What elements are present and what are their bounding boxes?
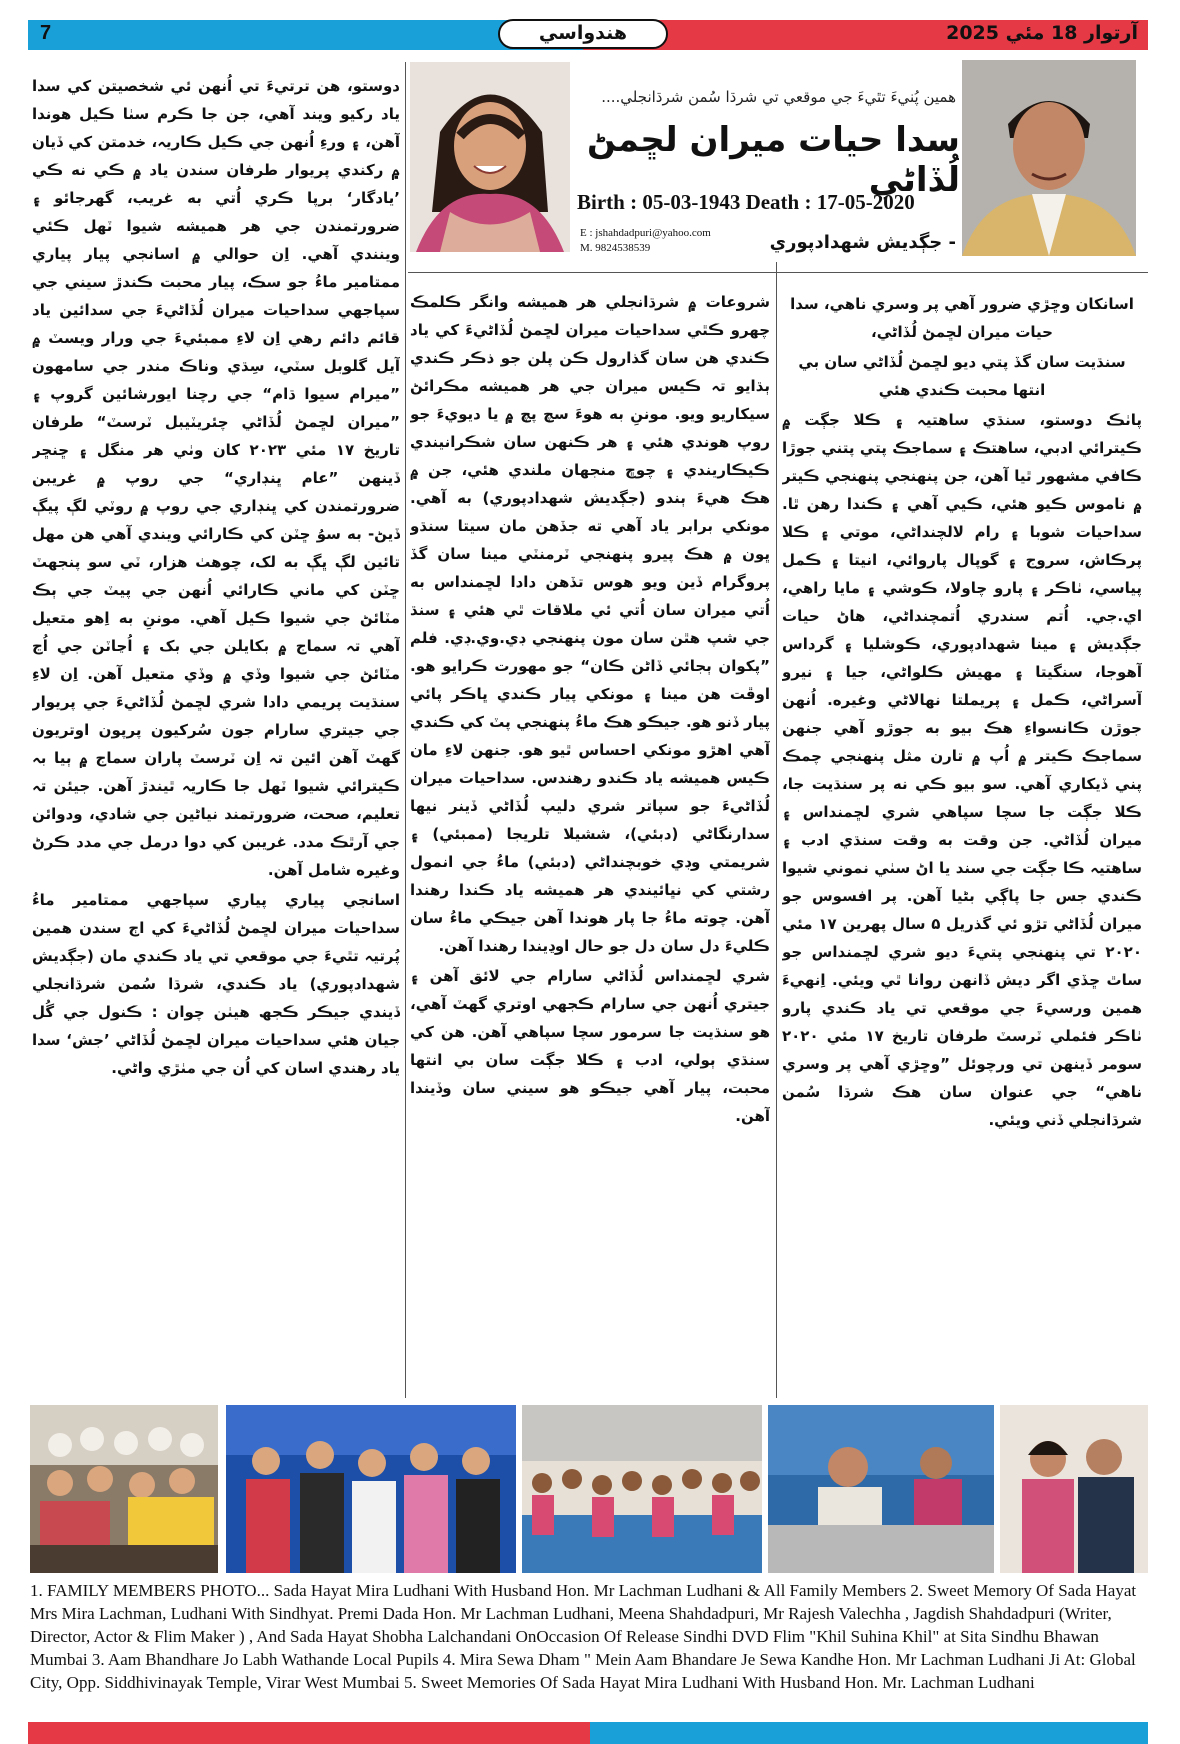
photo-mira-sewa-dham bbox=[768, 1405, 994, 1573]
tagline: ھمين پُنيءَ تٿيءَ جي موقعي تي شرڌا سُمن شرڌانجلي.... bbox=[601, 88, 956, 106]
article-column-left bbox=[32, 72, 400, 1398]
article-column-right bbox=[782, 290, 1142, 1382]
title-rule bbox=[408, 272, 1148, 273]
article-column-middle bbox=[410, 288, 770, 1396]
column-paragraph: دوستو، ھن ترتيءَ تي اُنھن ئي شخصيتن کي سدا ياد رکيو ويند آھي، جن جا ڪرم سٺا ڪيل ھوندا آھن، ۽ ورءِ اُنھن جي ڪيل ڪاريہ، خدمتن کي ڏيان ۾ رکندي پريوار طرفان سندن ياد ۾ ڪي نه ڪي ’يادگار‘ برپا ڪري اُتي به غريب، گھرجائو ۽ ضرورتمندن جي ھر ھميشه شيوا ٽھل ڪئي وينندي آھي. اِن حوالي ۾ اسانجي پيار پياري ممتامير ماءُ جو سڪ، پيار محبت ڪندڙ سيني جي سپاجھي سداحيات ميران لُڏاڻيءَ جي سدائين ياد قائم دائم رھي اِن لاءِ ممبئيءَ جي ورار ويسٽ ۾ آيل گلوبل سٽي، سِڌي وناڪ مندر جي سامھون ”ميرام سيوا ڌام“ جي رچنا ايورشائين گروپ ۽ ”ميران لڇمڻ لُڏاڻي چئريٽيبل ٽرسٽ“ طرفان تاريخ ۱۷ مئي ۲۰۲۳ کان وٺي ھر منگل ۽ ڇنڇر ڏينھن ”عام ڀنڊاري“ جي روپ ۾ غريبن ضرورتمندن کي ڀنڊاري جي روپ ۾ روٽي لڳ پيڳ ڏيڻ- به سوُ ڇٽن کي ڪارائي ويندي آھي ھن مھل تائين لڳ ڀڳ به لک، چوھٺ ھزار، ٽي سو پنجھٽ ڇٽن کي ماني ڪارائي اُنھن جي پيٽ جي ٻڪ مٽائڻ جي شيوا ڪيل آھي. موننِ به اِھو متعيل آھي تہ سماج ۾ بکايلن جي بک ۽ اُڃاٽن جي اُڃ مٽائڻ جي شيوا وڏي ۾ وڏي متعيل آھن. اِن لاءِ سنڌيت پريمي دادا شري لڇمڻ لُڏاڻيءَ جي پريوار جي جيتري سارام جون سُرکيون پرپون اوتريون گھٽ آھن ائين تہ اِن ٽرسٽ پاران سماج ۾ ٻيا بہ ڪيترائي شيوا ٽھل جا ڪاريہ ٿيندڙ آھن. جيئن تہ تعليم، صحت، ضرورتمند نياڻين جي شادي، ودوائن جي آرٿڪ مدد. غريبن کي دوا درمل جي مدد ڪرڻ وغيره شامل آھن. bbox=[32, 77, 400, 879]
photo-dvd-release bbox=[226, 1405, 516, 1573]
photo-couple-memory bbox=[1000, 1405, 1148, 1573]
footer-bar-red bbox=[28, 1722, 590, 1744]
portrait-mira-ludhani bbox=[410, 62, 570, 252]
author-mobile: M. 9824538539 bbox=[580, 242, 651, 254]
birth-death-dates: Birth : 05-03-1943 Death : 17-05-2020 bbox=[577, 190, 915, 214]
author-byline: - جڳديش شھدادپوري bbox=[769, 232, 956, 253]
column-paragraph: اسانجي پياري پياري سپاجھي ممتامير ماءُ سداحيات ميران لڇمڻ لُڏاڻيءَ کي اڄ سندن ھمين پُرتيہ تٿيءَ جي موقعي تي ياد ڪندي مان (جڳديش شھدادپوري) ياد ڪندي، شرڌا سُمن شرڌانجلي ڏيندي جيڪر ڪجھ ھيٺن چوان : ڪنول جي گُل جيان ھئي سداحيات ميران لڇمڻ لُڏاڻي ’جش‘ سدا ياد رھندي اسان کي اُن جي مٺڙي واڻي. bbox=[32, 891, 400, 1077]
column-rule-left bbox=[405, 62, 406, 1398]
portrait-lachman-ludhani bbox=[962, 60, 1136, 256]
headline: سدا حيات ميران لڇمڻ لُڏاڻي bbox=[587, 120, 960, 200]
column-paragraph: شروعات ۾ شرڌانجلي ھر ھميشه وانگر ڪلمڪ چھرو ڪٿي سداحيات ميران لڇمڻ لُڏاڻيءَ کي ياد ڪندي ھن سان گذارول ڪن پلن جو ذڪر ڪندي ٻڌايو تہ ڪيس ميران جي ھر ھميشه مڪرائڻ سيکاريو ويو. موننِ به ھوءَ سچ پچ ۾ يا ديويءَ جو روپ ھوندي ھئي ۽ ھر ڪنھن سان شڪرانيندي ڪيڪاريندي ۽ چوڇ منجھان ملندي ھئي، جن ۾ ھڪ ھيءَ ٻندو (جڳديش شھدادپوري) به آھي. مونکي برابر ياد آھي ته جڏھن مان سيتا سنڌو ڀون ۾ ھڪ پيرو پنھنجي ٽرمنٽي مينا سان گڏ پروگرام ڏين ويو ھوس تڏھن دادا لڇمنداس به اُتي ميران سان اُتي ئي ملاقات ٿي ھئي ۽ سنڌ جي شپ ھٿن سان مون پنھنجي ڊي.وي.ڊي. فلم ”پکوان ٻجائي ڏاڻن ڪان“ جو مھورت ڪرايو ھو. اوڦت ھن مينا ۽ مونکي پيار ڪندي ڀاڪر پائي پيار ڏنو ھو. جيڪو ھڪ ماءُ پنھنجي پٽ کي ڪندي آھي اھڙو مونکي احساس ٿيو ھو. جنھن لاءِ مان ڪيس ھميشه ياد ڪندو رھندس. سداحيات ميران لُڏاڻيءَ جو سپاتر شري دليپ لُڏاڻي ڏينر نيھا سدارنگاڻي (دبئي)، ششيلا تلريجا (ممبئي) ۽ شريمتي وڊي خوبچنداڻي (دبئي) ماءُ جي انمول رشتي کي نڀائيندي ھر ھميشه ياد ڪندا رھندا آھن. چوته ماءُ جا پار ھوندا آھن جيڪي ماءُ سان ڪليءَ دل سان دل جو حال اوڍيندا رھندا آھن. bbox=[410, 293, 770, 955]
author-email: E : jshahdadpuri@yahoo.com bbox=[580, 227, 711, 239]
photo-family-members bbox=[30, 1405, 218, 1573]
masthead-logo: هندواسي bbox=[498, 19, 668, 49]
column-subheading: سنڌيت سان گڏ پتي ديو لڇمڻ لُڏاڻي سان بي انتھا محبت ڪندي ھئي bbox=[798, 353, 1126, 399]
column-paragraph: پاٺڪ دوستو، سنڌي ساھتيہ ۽ ڪلا جڳت ۾ ڪيترائي ادبي، ساھتڪ ۽ سماجڪ پتي پتني جوڙا ڪافي مشھور ٿيا آھن، جن پنھنجي پنھنجي ڪيتر ۾ ناموس ڪيو ھئي، ڪيي آھي ۽ ڪندا رھن ٿا. سداحيات شوبا ۽ رام لالچنداڻي، موتي ۽ ڪلا پرڪاش، سروج ۽ گوپال پاروائي، انيتا ۽ ڪمل پياسي، ٺاڪر ۽ پارو چاولا، ڪوشي ۽ مايا راھي، اي.جي. اُتم سندري اُتمچنداڻي، ھاڻ حيات جڳديش ۽ مينا شھدادپوري، ڪوشليا ۽ گرداس آھوجا، سنگيتا ۽ مھيش ڪلواڻي، جيا ۽ نيرو آسراڻي، ڪمل ۽ پريملتا نھالاڻي وغيره. اُنھن جوڙن ڪانسواءِ ھڪ بيو به جوڙو آھي جنھن سماجڪ ڪيتر ۾ اُپ ۾ تارن مثل پنھنجي چمڪ پني ڏيکاري آھي. سو بيو ڪي نه پر سنڌيت جا، ڪلا جڳت جا سچا سپاھي شري لڇمنداس ۽ ميران لُڏاڻي. جن وقت به وقت سنڌي ادب ۽ ساھتيہ ڪا جڳت جي سند يا اڻ سٺي نموني شيوا ڪندي جس جا پاڳي بڻيا آھن. پر افسوس جو ميران لُڏاڻي تڙو ئي گذريل ۵ سال پھرين ۱۷ مئي ۲۰۲۰ تي پنھنجي پتيءَ ديو شري لڇمنداس جو ساٿ ڇڏي اگر ديش ڏانھن روانا ٿي ويئي. اِنھيءَ ھمين ورسيءَ جي موقعي تي ياد ڪندي پارو ٺاڪر فئملي ٽرسٽ طرفان تاريخ ۱۷ مئي ۲۰۲۰ سومر ڏينھن تي ورچوئل ”وڇڙي آھي پر وسري ناھي“ جي عنوان سان ھڪ شرڌا سُمن شرڌانجلي ڏني ويئي. bbox=[782, 411, 1142, 1129]
page-number: 7 bbox=[40, 22, 52, 44]
column-paragraph: اسانکان وڇڙي ضرور آھي پر وسري ناھي، سدا حيات ميران لڇمڻ لُڏاڻي، bbox=[790, 295, 1134, 341]
column-rule-right bbox=[776, 262, 777, 1398]
issue-date: آرتوار 18 مئي 2025 bbox=[946, 22, 1138, 44]
photo-caption: 1. FAMILY MEMBERS PHOTO... Sada Hayat Mira Ludhani With Husband Hon. Mr Lachman Ludhani & All Family Members 2. Sweet Memory Of Sada Hayat Mrs Mira Lachman, Ludhani With Sindhyat. Premi Dada Hon. Mr Lachman Ludhani, Meena Shahdadpuri, Mr Rajesh Valechha , Jagdish Shahdadpuri (Writer, Director, Actor & Flim Maker ) , And Sada Hayat Shobha Lalchandani OnOccasion Of Release Sindhi DVD Flim "Khil Suhina Khil" at Sita Sindhu Bhawan Mumbai 3. Aam Bhandhare Jo Labh Wathande Local Pupils 4. Mira Sewa Dham " Mein Aam Bhandare Je Sewa Kandhe Hon. Mr Lachman Ludhani Ji At: Global City, Opp. Siddhivinayak Temple, Virar West Mumbai 5. Sweet Memories Of Sada Hayat Mira Ludhani With Husband Hon. Mr. Lachman Ludhani bbox=[30, 1581, 1137, 1692]
photo-bhandara-pupils bbox=[522, 1405, 762, 1573]
column-paragraph: شري لڇمنداس لُڏاڻي سارام جي لائق آھن ۽ جيتري اُنھن جي سارام ڪجھي اوتري گھٽ آھي، ھو سنڌيت جا سرمور سچا سپاھي آھن. ھن کي سنڌي ٻولي، ادب ۽ ڪلا جڳت سان بي انتھا محبت، پيار آھي جيڪو ھو سيني سان وڏيندا آھن. bbox=[410, 967, 770, 1125]
author-contact bbox=[580, 226, 760, 256]
footer-bar-blue bbox=[590, 1722, 1148, 1744]
